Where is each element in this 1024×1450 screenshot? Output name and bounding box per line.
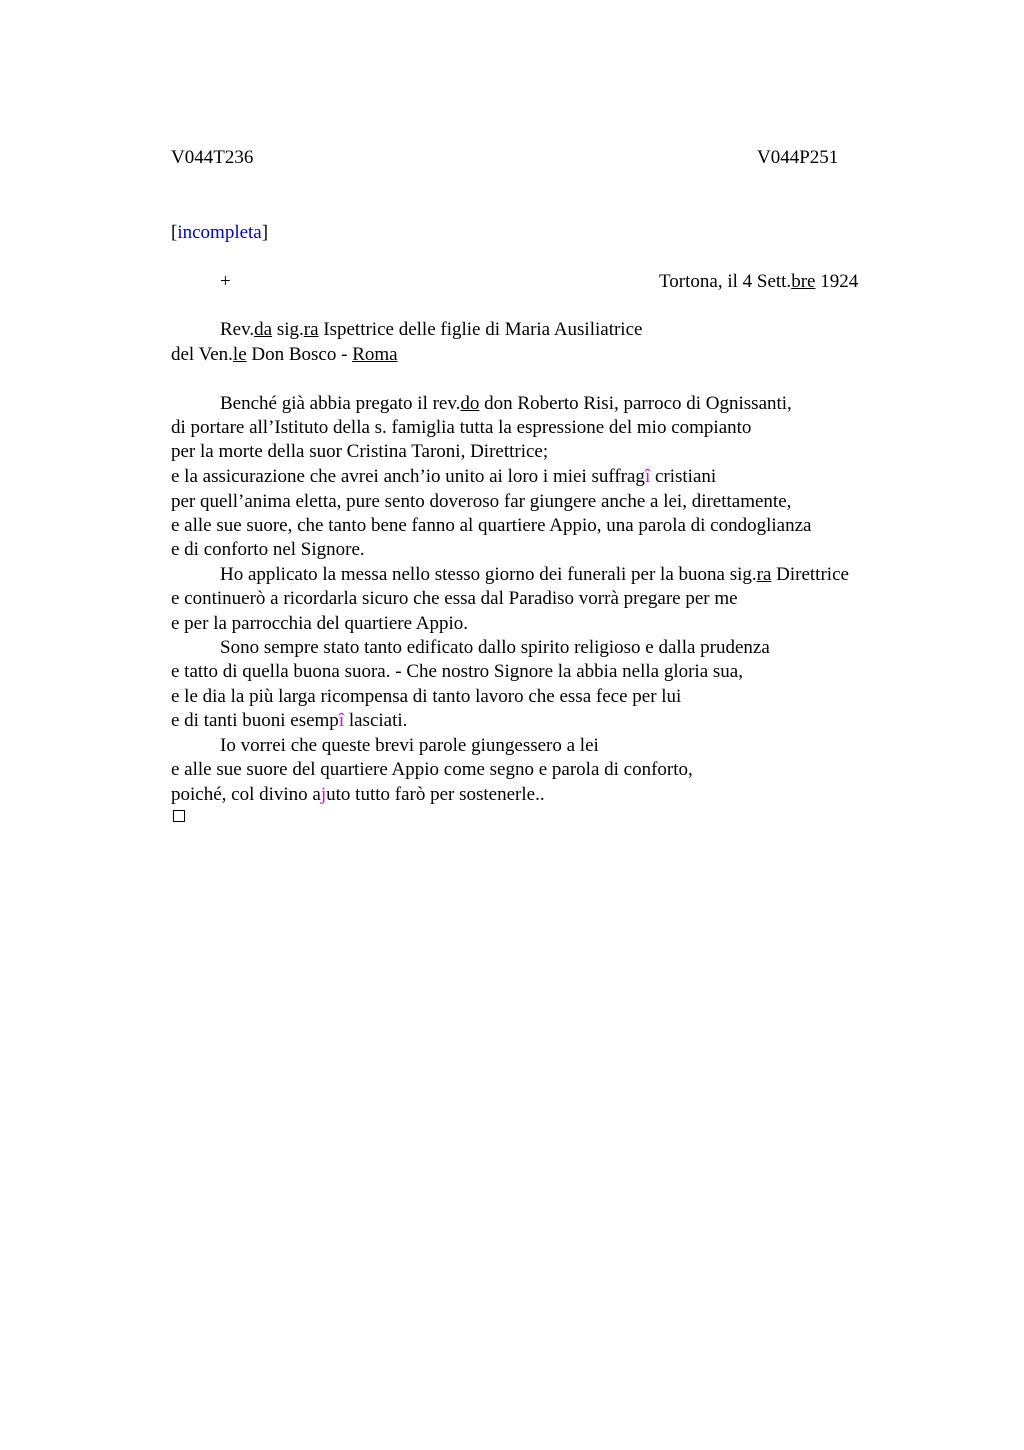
body-line-17 [171,783,545,807]
text-span: sig. [272,319,304,340]
text-span: Don Bosco - [246,344,353,365]
body-line-14 [171,709,407,733]
status-open-bracket: [ [171,222,178,243]
status-close-bracket: ] [261,222,269,243]
place-date-text: Tortona, il 4 Sett. [659,271,792,292]
cross-mark: + [220,271,231,292]
status-note [171,221,268,245]
editorial-correction: î [644,466,651,487]
editorial-correction: j [320,784,327,805]
abbreviation-superscript: ra [756,564,772,585]
text-span: poiché, col divino a [171,784,321,805]
year-text: 1924 [815,271,859,292]
body-line-13: e le dia la più larga ricompensa di tanto lavoro che essa fece per lui [171,686,682,707]
text-span: cristiani [650,466,717,487]
document-code-left: V044T236 [171,147,254,168]
document-code-right: V044P251 [757,147,839,168]
body-line-9: e continuerò a ricordarla sicuro che essa dal Paradiso vorrà pregare per me [171,588,738,609]
body-line-16: e alle sue suore del quartiere Appio come segno e parola di conforto, [171,759,693,780]
editorial-correction: î [338,710,345,731]
text-span: don Roberto Risi, parroco di Ognissanti, [479,393,792,414]
body-line-11: Sono sempre stato tanto edificato dallo spirito religioso e dalla prudenza [220,637,770,658]
text-span: Ho applicato la messa nello stesso giorno dei funerali per la buona sig. [220,564,757,585]
body-line-6: e alle sue suore, che tanto bene fanno al quartiere Appio, una parola di condoglianza [171,515,812,536]
month-abbreviation: bre [791,271,816,292]
body-line-15: Io vorrei che queste brevi parole giungessero a lei [220,735,599,756]
text-span: uto tutto farò per sostenerle.. [326,784,545,805]
text-span: Ispettrice delle figlie di Maria Ausiliatrice [318,319,643,340]
body-line-5: per quell’anima eletta, pure sento doveroso far giungere anche a lei, direttamente, [171,491,792,512]
text-span: Rev. [220,319,255,340]
body-line-1 [220,392,792,416]
body-line-3: per la morte della suor Cristina Taroni, Direttrice; [171,441,549,462]
place-date [659,270,858,294]
text-span: Benché già abbia pregato il rev. [220,393,461,414]
text-span: Direttrice [771,564,849,585]
body-line-10: e per la parrocchia del quartiere Appio. [171,613,468,634]
place-name: Roma [352,344,398,365]
body-line-4 [171,465,716,489]
salutation-line-1 [220,318,642,342]
text-span: e la assicurazione che avrei anch’io unito ai loro i miei suffrag [171,466,645,487]
abbreviation-superscript: da [254,319,273,340]
text-span: del Ven. [171,344,233,365]
body-line-7: e di conforto nel Signore. [171,539,365,560]
salutation-line-2 [171,343,398,367]
status-label: incompleta [177,222,262,243]
body-line-8 [220,563,849,587]
text-span: lasciati. [344,710,408,731]
abbreviation-superscript: do [460,393,480,414]
abbreviation-superscript: le [232,344,247,365]
text-span: e di tanti buoni esemp [171,710,339,731]
end-marker-box-icon [173,810,185,822]
abbreviation-superscript: ra [303,319,319,340]
body-line-12: e tatto di quella buona suora. - Che nostro Signore la abbia nella gloria sua, [171,661,743,682]
body-line-2: di portare all’Istituto della s. famiglia tutta la espressione del mio compianto [171,417,752,438]
